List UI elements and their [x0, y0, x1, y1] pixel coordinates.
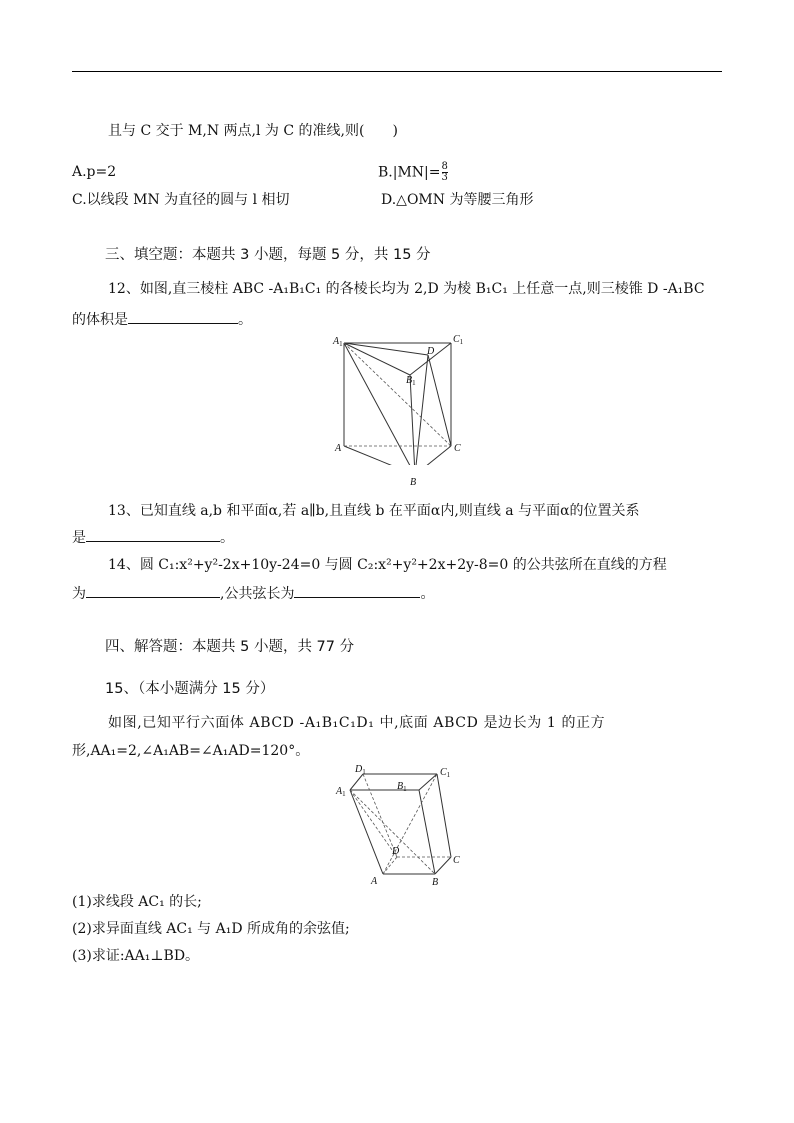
q11-tail: 且与 C 交于 M,N 两点,l 为 C 的准线,则( )	[108, 123, 398, 139]
label-a1: $A_1$	[333, 336, 343, 348]
q11-option-a: A.p=2	[72, 164, 117, 180]
label-b1: $B_1$	[397, 781, 407, 793]
label-b: B	[432, 877, 439, 887]
q13-line1: 13、已知直线 a,b 和平面α,若 a∥b,且直线 b 在平面α内,则直线 a 与平面α的位置关系	[108, 503, 640, 519]
prism-figure	[330, 330, 480, 465]
q14-answer-blank-2[interactable]	[294, 583, 420, 598]
fraction-numerator: 8	[441, 161, 448, 172]
q11-option-b-fraction	[442, 162, 448, 183]
prism-figure-bottom	[405, 472, 435, 492]
q14-line2-text: 为	[72, 586, 86, 602]
q15-line1: 如图,已知平行六面体 ABCD -A₁B₁C₁D₁ 中,底面 ABCD 是边长为 1 的正方	[108, 715, 606, 731]
q13-line2	[72, 527, 234, 548]
section3-title: 三、填空题：本题共 3 小题，每题 5 分，共 15 分	[105, 247, 431, 263]
q15-sub3: (3)求证:AA₁⊥BD。	[72, 948, 200, 964]
q14-line2-end: 。	[420, 586, 435, 602]
q13-answer-blank[interactable]	[86, 527, 220, 542]
q12-line1: 12、如图,直三棱柱 ABC -A₁B₁C₁ 的各棱长均为 2,D 为棱 B₁C₁ 上任意一点,则三棱锥 D -A₁BC	[108, 281, 705, 297]
q15-sub1: (1)求线段 AC₁ 的长;	[72, 894, 202, 910]
q15-head: 15、（本小题满分 15 分）	[105, 681, 275, 697]
q12-answer-blank[interactable]	[128, 309, 238, 324]
label-d: D	[427, 346, 435, 357]
q12-line2-end: 。	[238, 312, 252, 328]
q13-line2-text: 是	[72, 530, 86, 546]
q13-line2-end: 。	[220, 530, 234, 546]
label-d: D	[392, 846, 400, 857]
q14-line2	[72, 583, 434, 604]
label-d1: $D_1$	[355, 764, 366, 776]
header-rule	[72, 71, 722, 72]
label-b1: $B_1$	[406, 375, 416, 387]
q14-line1: 14、圆 C₁:x²+y²-2x+10y-24=0 与圆 C₂:x²+y²+2x+2y-8=0 的公共弦所在直线的方程	[108, 557, 667, 573]
q14-line2-mid: ,公共弦长为	[220, 586, 295, 602]
q12-line2	[72, 309, 252, 330]
q12-line2-text: 的体积是	[72, 312, 128, 328]
label-a: A	[371, 876, 378, 887]
parallelepiped-figure	[333, 762, 473, 887]
q11-option-d: D.△OMN 为等腰三角形	[381, 192, 534, 208]
label-c1: $C_1$	[453, 334, 464, 346]
label-c1: $C_1$	[440, 767, 451, 779]
q15-line2: 形,AA₁=2,∠A₁AB=∠A₁AD=120°。	[72, 743, 310, 759]
label-c: C	[453, 855, 460, 866]
q11-option-b-text: B.|MN|=	[378, 164, 441, 181]
q14-answer-blank-1[interactable]	[86, 583, 220, 598]
label-b: B	[410, 477, 417, 488]
section4-title: 四、解答题：本题共 5 小题，共 77 分	[105, 639, 355, 655]
q11-option-b	[378, 162, 448, 183]
q11-option-c: C.以线段 MN 为直径的圆与 l 相切	[72, 192, 290, 208]
label-a: A	[335, 443, 342, 454]
fraction-denominator: 3	[441, 172, 448, 183]
label-a1: $A_1$	[336, 786, 346, 798]
q15-sub2: (2)求异面直线 AC₁ 与 A₁D 所成角的余弦值;	[72, 921, 350, 937]
label-c: C	[454, 443, 461, 454]
